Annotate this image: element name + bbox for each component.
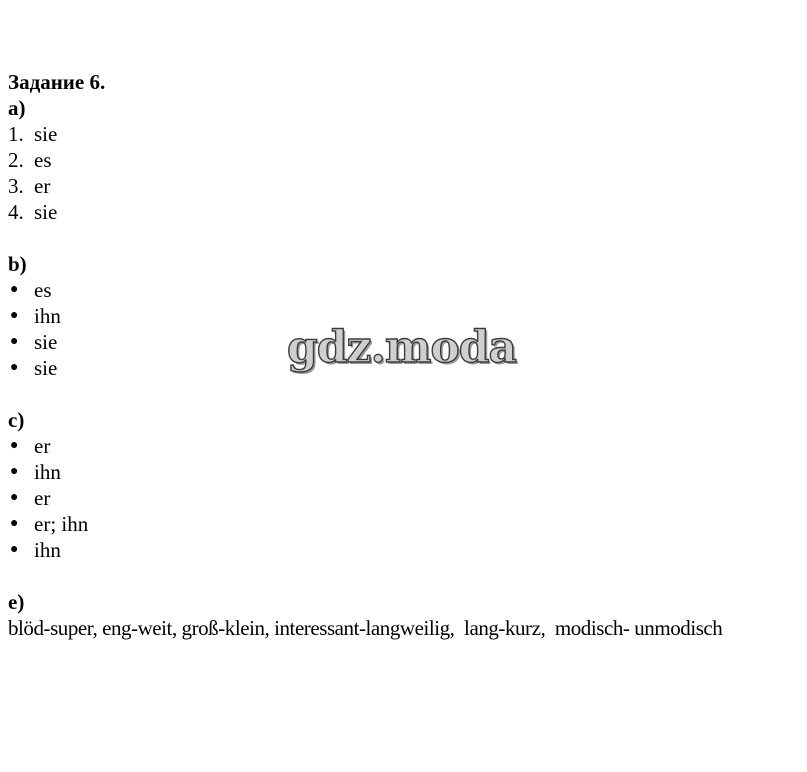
list-item-text: sie <box>34 200 58 224</box>
section-e-answer: blöd-super, eng-weit, groß-klein, interessant-langweilig, lang-kurz, modisch- unmodisch <box>8 616 723 640</box>
list-number: 1. <box>8 122 24 146</box>
bullet-icon: ● <box>10 490 19 505</box>
list-item-text: er; ihn <box>34 512 89 536</box>
list-item <box>8 459 803 485</box>
list-item-text: ihn <box>34 460 61 484</box>
list-item <box>8 199 803 225</box>
list-item <box>8 277 803 303</box>
list-item <box>8 121 803 147</box>
bullet-icon: ● <box>10 438 19 453</box>
section-b-label: b) <box>8 252 27 276</box>
list-item <box>8 147 803 173</box>
list-item <box>8 537 803 563</box>
section-a-label: a) <box>8 96 26 120</box>
bullet-icon: ● <box>10 360 19 375</box>
list-item-text: er <box>34 174 51 198</box>
list-number: 4. <box>8 200 24 224</box>
bullet-icon: ● <box>10 464 19 479</box>
list-item-text: sie <box>34 122 58 146</box>
section-spacer <box>8 563 803 589</box>
section-e-label: e) <box>8 590 25 614</box>
section-spacer <box>8 225 803 251</box>
list-item-text: es <box>34 278 52 302</box>
section-c-label: c) <box>8 408 25 432</box>
bullet-icon: ● <box>10 308 19 323</box>
list-item <box>8 485 803 511</box>
list-item-text: es <box>34 148 52 172</box>
list-item <box>8 511 803 537</box>
list-item-text: er <box>34 486 51 510</box>
document-title: Задание 6. <box>8 70 106 94</box>
list-number: 2. <box>8 148 24 172</box>
list-item <box>8 433 803 459</box>
list-item <box>8 173 803 199</box>
bullet-icon: ● <box>10 282 19 297</box>
list-item-text: ihn <box>34 304 61 328</box>
list-item-text: er <box>34 434 51 458</box>
list-item-text: sie <box>34 330 58 354</box>
bullet-icon: ● <box>10 334 19 349</box>
bullet-icon: ● <box>10 542 19 557</box>
bullet-icon: ● <box>10 516 19 531</box>
watermark-logo: gdz.moda <box>287 322 517 373</box>
section-spacer <box>8 381 803 407</box>
list-item-text: sie <box>34 356 58 380</box>
list-number: 3. <box>8 174 24 198</box>
list-item-text: ihn <box>34 538 61 562</box>
